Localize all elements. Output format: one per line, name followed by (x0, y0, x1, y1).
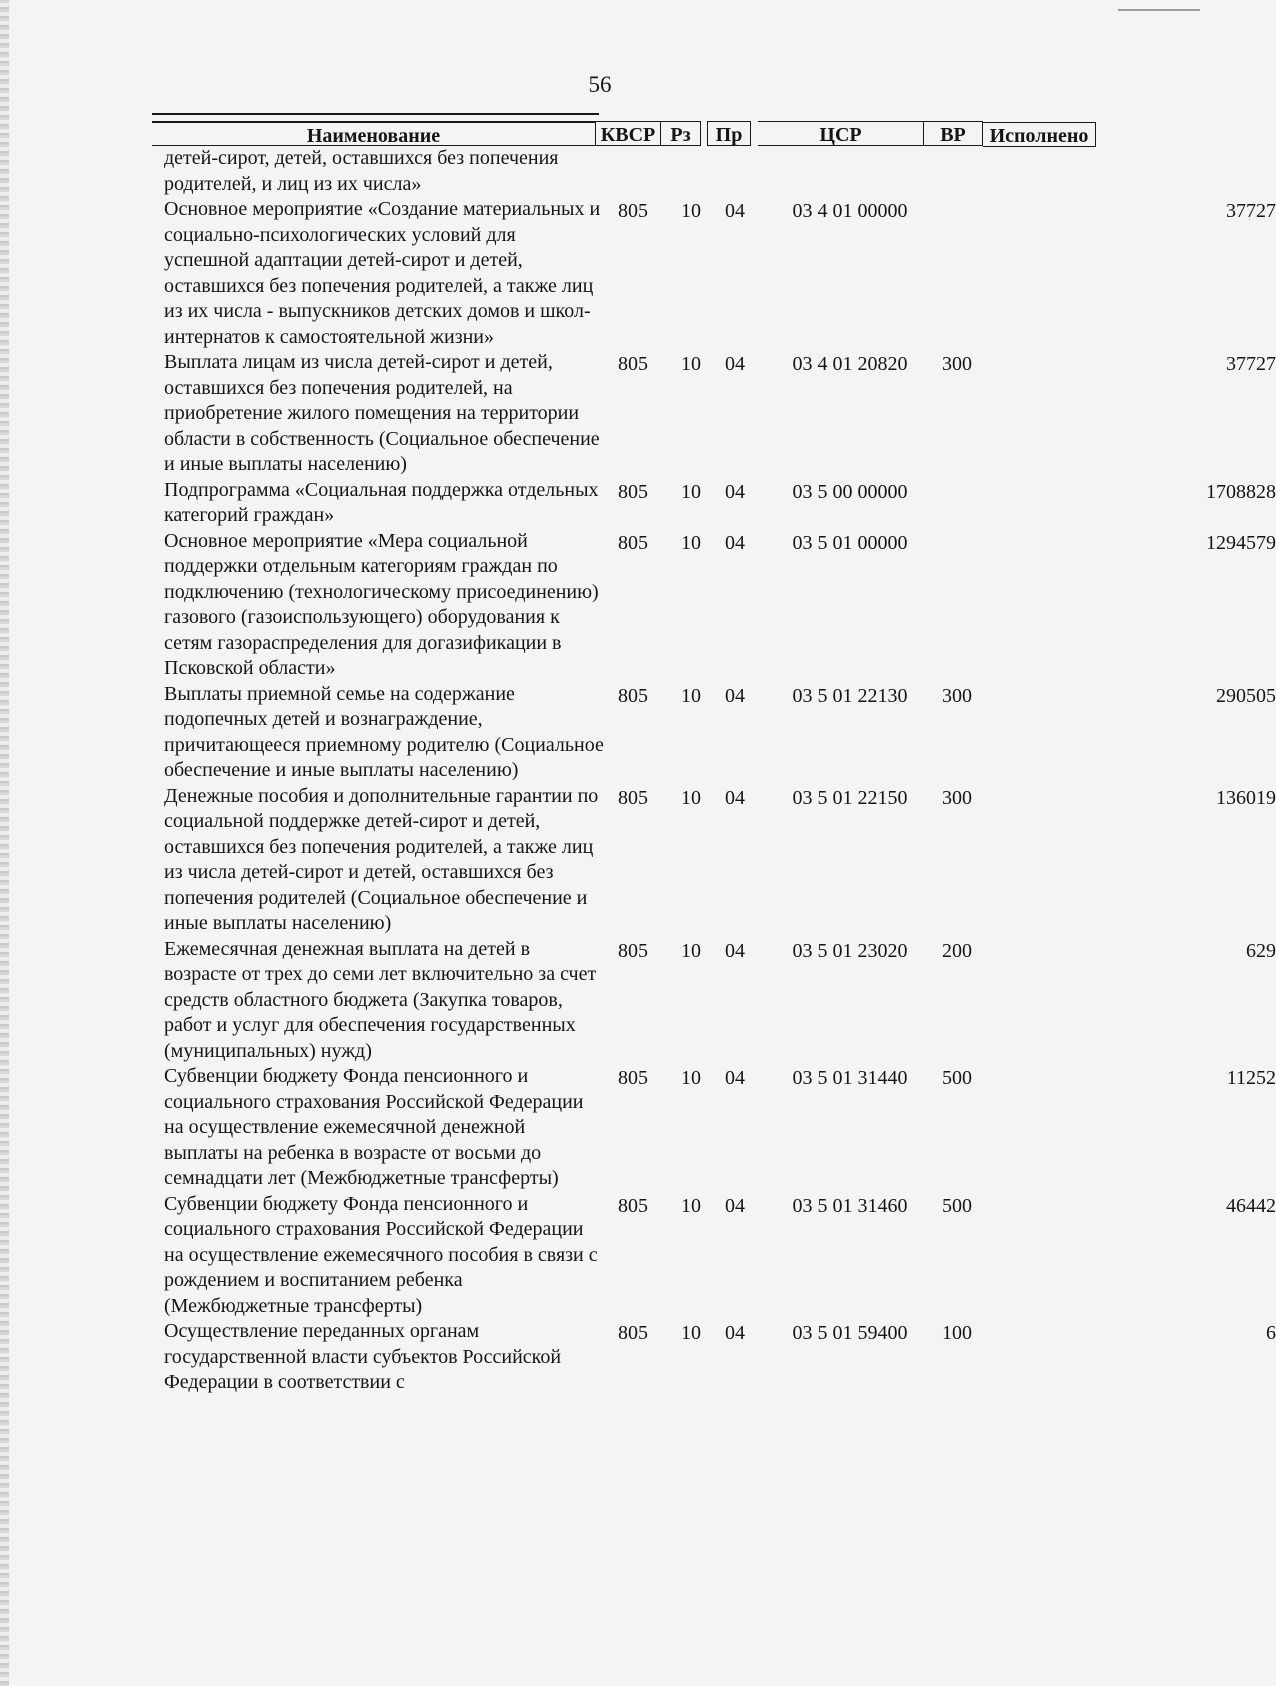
row-rz: 10 (681, 353, 701, 375)
row-kvsr: 805 (618, 786, 648, 809)
row-name: Субвенции бюджету Фонда пенсионного и социального страхования Российской Федерации на осуществление ежемесячного пособия в связи с рождением и воспитанием ребенка (Межбюджетные трансферты) (164, 1192, 598, 1317)
row-csr: 03 5 01 59400 (792, 1322, 908, 1344)
table-row (164, 937, 1276, 1065)
row-name: детей-сирот, детей, оставшихся без попечения родителей, и лиц из их числа» (164, 147, 559, 195)
header-rz: Рз (661, 121, 701, 146)
table-row (164, 1064, 1276, 1192)
table-row (164, 146, 1124, 197)
row-ispolneno: 11252 (1226, 1067, 1276, 1089)
scan-edge (0, 0, 9, 1686)
row-csr: 03 5 01 00000 (792, 531, 908, 554)
table-body (164, 146, 1276, 1396)
row-rz: 10 (681, 939, 701, 962)
row-name: Основное мероприятие «Создание материальных и социально-психологических условий для успешной адаптации детей-сирот и детей, оставшихся без попечения родителей, а также лиц из их числа - выпускников детских домов и школ-интернатов к самостоятельной жизни» (164, 198, 601, 348)
table-row (164, 197, 1276, 350)
table-header (152, 121, 1096, 147)
row-csr: 03 5 01 22150 (792, 786, 908, 809)
row-kvsr: 805 (618, 939, 648, 962)
row-ispolneno: 629 (1246, 939, 1276, 962)
row-kvsr: 805 (618, 531, 648, 554)
row-ispolneno: 46442 (1226, 1194, 1276, 1217)
row-csr: 03 5 01 31460 (792, 1194, 908, 1217)
row-rz: 10 (681, 684, 701, 707)
row-ispolneno: 6 (1266, 1322, 1276, 1344)
row-kvsr: 805 (618, 480, 648, 503)
page-number: 56 (588, 72, 612, 97)
row-rz: 10 (681, 1322, 701, 1344)
row-vr: 200 (942, 939, 972, 962)
row-vr: 500 (942, 1067, 972, 1089)
row-name: Основное мероприятие «Мера социальной поддержки отдельным категориям граждан по подключению (технологическому присоединению) газового (газоиспользующего) оборудования к сетям газораспределения для догазификации в Псковской области» (164, 529, 599, 679)
row-csr: 03 5 00 00000 (792, 480, 908, 503)
row-name: Выплаты приемной семье на содержание подопечных детей и вознаграждение, причитающееся приемному родителю (Социальное обеспечение и иные выплаты населению) (164, 682, 604, 781)
row-rz: 10 (681, 200, 701, 222)
header-name: Наименование (152, 121, 595, 146)
table-row (164, 1192, 1276, 1320)
table-row (164, 350, 1276, 478)
table-row (164, 529, 1276, 682)
row-ispolneno: 290505 (1216, 684, 1276, 707)
header-kvsr: КВСР (595, 121, 661, 146)
row-name: Ежемесячная денежная выплата на детей в возрасте от трех до семи лет включительно за счет средств областного бюджета (Закупка товаров, работ и услуг для обеспечения государственных (муниципальных) нужд) (164, 937, 597, 1062)
row-name: Осуществление переданных органам государственной власти субъектов Российской Федерации в соответствии с (164, 1320, 562, 1393)
row-kvsr: 805 (618, 353, 648, 375)
row-pr: 04 (725, 200, 745, 222)
header-ispolneno: Исполнено (983, 122, 1096, 147)
row-ispolneno: 37727 (1226, 200, 1276, 222)
header-vr: ВР (923, 121, 983, 146)
row-name: Денежные пособия и дополнительные гарантии по социальной поддержке детей-сирот и детей, оставшихся без попечения родителей, а также лиц из числа детей-сирот и детей, оставшихся без попечения родителей (Социальное обеспечение и иные выплаты населению) (164, 784, 599, 934)
row-kvsr: 805 (618, 1194, 648, 1217)
table-row (164, 1319, 1276, 1396)
table-row (164, 478, 1276, 529)
row-pr: 04 (725, 480, 745, 503)
row-csr: 03 5 01 23020 (792, 939, 908, 962)
row-kvsr: 805 (618, 1322, 648, 1344)
row-pr: 04 (725, 531, 745, 554)
row-name: Подпрограмма «Социальная поддержка отдельных категорий граждан» (164, 478, 599, 526)
row-csr: 03 5 01 31440 (792, 1067, 908, 1089)
row-kvsr: 805 (618, 684, 648, 707)
row-csr: 03 4 01 00000 (792, 200, 908, 222)
row-kvsr: 805 (618, 1067, 648, 1089)
table-row (164, 784, 1276, 937)
row-vr: 300 (942, 353, 972, 375)
row-vr: 500 (942, 1194, 972, 1217)
row-rz: 10 (681, 480, 701, 503)
header-csr: ЦСР (758, 121, 923, 146)
row-ispolneno: 37727 (1226, 353, 1276, 375)
row-vr: 100 (942, 1322, 972, 1344)
row-rz: 10 (681, 1067, 701, 1089)
row-csr: 03 5 01 22130 (792, 684, 908, 707)
header-pr: Пр (707, 121, 751, 146)
row-pr: 04 (725, 1194, 745, 1217)
row-rz: 10 (681, 531, 701, 554)
row-name: Выплата лицам из числа детей-сирот и детей, оставшихся без попечения родителей, на приобретение жилого помещения на территории области в собственность (Социальное обеспечение и иные выплаты населению) (164, 351, 600, 475)
row-pr: 04 (725, 786, 745, 809)
row-pr: 04 (725, 353, 745, 375)
row-ispolneno: 136019 (1216, 786, 1276, 809)
row-pr: 04 (725, 1067, 745, 1089)
scan-top-mark (1118, 9, 1200, 11)
row-csr: 03 4 01 20820 (792, 353, 908, 375)
row-vr: 300 (942, 786, 972, 809)
row-rz: 10 (681, 786, 701, 809)
header-top-rule (152, 113, 599, 115)
row-ispolneno: 1708828 (1206, 480, 1276, 503)
row-pr: 04 (725, 1322, 745, 1344)
table-row (164, 682, 1276, 784)
row-kvsr: 805 (618, 200, 648, 222)
row-rz: 10 (681, 1194, 701, 1217)
row-ispolneno: 1294579 (1206, 531, 1276, 554)
row-pr: 04 (725, 939, 745, 962)
row-pr: 04 (725, 684, 745, 707)
row-vr: 300 (942, 684, 972, 707)
row-name: Субвенции бюджету Фонда пенсионного и социального страхования Российской Федерации на осуществление ежемесячной денежной выплаты на ребенка в возрасте от восьми до семнадцати лет (Межбюджетные трансферты) (164, 1065, 584, 1189)
